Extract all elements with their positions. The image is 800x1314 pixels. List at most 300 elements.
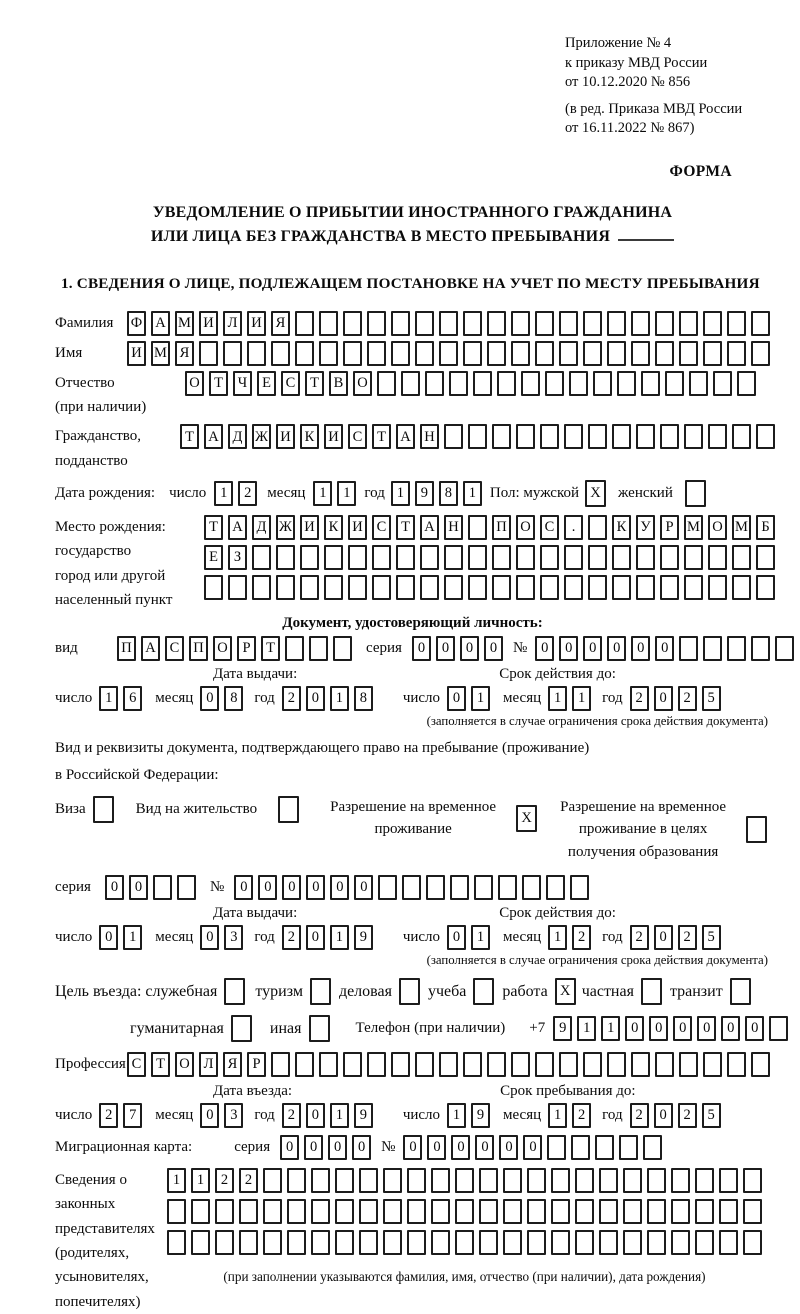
- month-label: месяц: [503, 1107, 542, 1124]
- purpose-business-option: [339, 978, 420, 1005]
- char-cell: [643, 1135, 662, 1160]
- char-cell: 0: [475, 1135, 494, 1160]
- char-cell: [415, 341, 434, 366]
- year-label: год: [602, 929, 623, 946]
- char-cell: 1: [99, 686, 118, 711]
- char-cell: С: [281, 371, 300, 396]
- char-cell: [719, 1230, 738, 1255]
- year-label: год: [254, 690, 275, 707]
- char-cell: [660, 575, 679, 600]
- char-cell: 3: [224, 1103, 243, 1128]
- patronymic-cells: [185, 371, 756, 396]
- char-cell: Ф: [127, 311, 146, 336]
- char-cell: 0: [484, 636, 503, 661]
- visa-checkbox: [93, 796, 114, 823]
- char-cell: [263, 1199, 282, 1224]
- char-cell: [535, 1052, 554, 1077]
- char-cell: П: [117, 636, 136, 661]
- char-cell: [468, 545, 487, 570]
- char-cell: [372, 545, 391, 570]
- temp-residence-edu-checkbox: [746, 816, 767, 843]
- char-cell: Р: [247, 1052, 266, 1077]
- char-cell: [679, 636, 698, 661]
- char-cell: [727, 311, 746, 336]
- char-cell: 1: [330, 686, 349, 711]
- char-cell: [239, 1199, 258, 1224]
- char-cell: Т: [261, 636, 280, 661]
- char-cell: 1: [313, 481, 332, 506]
- char-cell: [599, 1168, 618, 1193]
- char-cell: [535, 311, 554, 336]
- profession-cells: [127, 1052, 770, 1077]
- char-cell: 2: [678, 1103, 697, 1128]
- doc-valid-group: [403, 686, 721, 711]
- char-cell: [492, 545, 511, 570]
- char-cell: 2: [630, 925, 649, 950]
- day-label: число: [402, 690, 441, 707]
- char-cell: [431, 1199, 450, 1224]
- issue-date-label: Дата выдачи:: [213, 666, 298, 683]
- char-cell: [647, 1230, 666, 1255]
- doc-issue-month-cells: [200, 686, 243, 711]
- doc-issue-group: [55, 686, 373, 711]
- char-cell: К: [300, 424, 319, 449]
- representatives-label: [55, 1168, 167, 1314]
- char-cell: [708, 424, 727, 449]
- char-cell: [612, 545, 631, 570]
- char-cell: 0: [535, 636, 554, 661]
- char-cell: [713, 371, 732, 396]
- char-cell: 0: [99, 925, 118, 950]
- birthplace-row3-cells: [204, 575, 775, 600]
- char-cell: [335, 1230, 354, 1255]
- char-cell: [311, 1168, 330, 1193]
- char-cell: [708, 545, 727, 570]
- char-cell: М: [732, 515, 751, 540]
- char-cell: [215, 1199, 234, 1224]
- char-cell: [588, 424, 607, 449]
- char-cell: [665, 371, 684, 396]
- char-cell: 0: [306, 925, 325, 950]
- number-label: №: [512, 640, 528, 657]
- form-title-line2: ИЛИ ЛИЦА БЕЗ ГРАЖДАНСТВА В МЕСТО ПРЕБЫВАНИЯ: [55, 225, 770, 249]
- char-cell: [727, 636, 746, 661]
- char-cell: [224, 978, 245, 1005]
- char-cell: .: [564, 515, 583, 540]
- entry-year-cells: [282, 1103, 373, 1128]
- char-cell: 0: [745, 1016, 764, 1041]
- char-cell: [623, 1230, 642, 1255]
- char-cell: 1: [548, 1103, 567, 1128]
- char-cell: Н: [420, 424, 439, 449]
- residence-valid-day-cells: [447, 925, 490, 950]
- char-cell: [319, 311, 338, 336]
- purpose-business-label: деловая: [338, 982, 392, 1000]
- char-cell: 9: [471, 1103, 490, 1128]
- char-cell: Д: [252, 515, 271, 540]
- char-cell: [559, 311, 578, 336]
- char-cell: И: [300, 515, 319, 540]
- char-cell: [359, 1199, 378, 1224]
- char-cell: 8: [224, 686, 243, 711]
- purpose-tourism-option: [255, 978, 331, 1005]
- char-cell: 0: [451, 1135, 470, 1160]
- char-cell: 0: [306, 686, 325, 711]
- char-cell: Т: [180, 424, 199, 449]
- field-representatives: [55, 1168, 770, 1314]
- char-cell: [252, 575, 271, 600]
- char-cell: 0: [412, 636, 431, 661]
- entry-dates-row: [55, 1103, 770, 1128]
- char-cell: 0: [607, 636, 626, 661]
- char-cell: 0: [306, 1103, 325, 1128]
- char-cell: Т: [396, 515, 415, 540]
- issue-date-label: Дата выдачи:: [213, 905, 298, 922]
- char-cell: [463, 1052, 482, 1077]
- char-cell: [191, 1199, 210, 1224]
- char-cell: [703, 311, 722, 336]
- char-cell: [623, 1199, 642, 1224]
- char-cell: [378, 875, 397, 900]
- char-cell: 1: [463, 481, 482, 506]
- identity-doc-heading: Документ, удостоверяющий личность:: [282, 615, 543, 632]
- doc-valid-year-cells: [630, 686, 721, 711]
- temp-residence-edu-option: [547, 796, 767, 864]
- char-cell: [775, 636, 794, 661]
- field-citizenship: [55, 424, 770, 473]
- char-cell: 0: [654, 925, 673, 950]
- birthplace-label: [55, 515, 204, 612]
- char-cell: 0: [523, 1135, 542, 1160]
- char-cell: [527, 1199, 546, 1224]
- char-cell: [647, 1199, 666, 1224]
- char-cell: [703, 1052, 722, 1077]
- doc-issue-day-cells: [99, 686, 142, 711]
- char-cell: [276, 545, 295, 570]
- birthplace-label-line3: город или другой: [55, 567, 166, 584]
- char-cell: С: [127, 1052, 146, 1077]
- char-cell: [593, 371, 612, 396]
- char-cell: [367, 311, 386, 336]
- char-cell: [444, 424, 463, 449]
- char-cell: [641, 371, 660, 396]
- char-cell: [559, 1052, 578, 1077]
- char-cell: [769, 1016, 788, 1041]
- char-cell: [547, 1135, 566, 1160]
- char-cell: [309, 1015, 330, 1042]
- char-cell: [756, 575, 775, 600]
- residence-series-cells: [105, 875, 196, 900]
- char-cell: 2: [678, 925, 697, 950]
- char-cell: 1: [601, 1016, 620, 1041]
- char-cell: [540, 424, 559, 449]
- representatives-label-line: Сведения о: [55, 1172, 127, 1189]
- char-cell: [527, 1230, 546, 1255]
- field-name: [55, 341, 770, 366]
- day-label: число: [402, 929, 441, 946]
- char-cell: [511, 341, 530, 366]
- year-label: год: [364, 485, 385, 501]
- char-cell: А: [228, 515, 247, 540]
- char-cell: [278, 796, 299, 823]
- number-label: №: [210, 879, 225, 896]
- char-cell: [324, 545, 343, 570]
- purpose-private-checkbox: [641, 978, 662, 1005]
- char-cell: [479, 1168, 498, 1193]
- char-cell: А: [141, 636, 160, 661]
- char-cell: 0: [447, 686, 466, 711]
- char-cell: 5: [702, 925, 721, 950]
- char-cell: Я: [175, 341, 194, 366]
- residence-doc-text-line1: Вид и реквизиты документа, подтверждающего право на пребывание (проживание): [55, 740, 590, 757]
- char-cell: 0: [447, 925, 466, 950]
- stay-day-cells: [447, 1103, 490, 1128]
- residence-permit-checkbox: [278, 796, 299, 823]
- char-cell: У: [636, 515, 655, 540]
- char-cell: X: [555, 978, 576, 1005]
- residence-dates-header: [55, 905, 770, 922]
- representatives-cell-rows: [167, 1168, 762, 1285]
- valid-until-label: Срок действия до:: [499, 666, 616, 683]
- char-cell: 0: [354, 875, 373, 900]
- surname-cells: [127, 311, 770, 336]
- char-cell: 0: [328, 1135, 347, 1160]
- char-cell: [583, 1052, 602, 1077]
- residence-doc-checkboxes: [55, 796, 770, 864]
- char-cell: 1: [330, 1103, 349, 1128]
- char-cell: 0: [654, 686, 673, 711]
- representatives-label-line: попечителях): [55, 1293, 141, 1310]
- citizenship-label-line1: Гражданство,: [55, 428, 142, 445]
- citizenship-label: [55, 424, 180, 473]
- char-cell: И: [348, 515, 367, 540]
- char-cell: 1: [167, 1168, 186, 1193]
- char-cell: [570, 875, 589, 900]
- char-cell: [383, 1230, 402, 1255]
- char-cell: [455, 1199, 474, 1224]
- char-cell: З: [228, 545, 247, 570]
- char-cell: Я: [223, 1052, 242, 1077]
- char-cell: [420, 575, 439, 600]
- doc-valid-day-cells: [447, 686, 490, 711]
- char-cell: [631, 311, 650, 336]
- char-cell: [588, 575, 607, 600]
- char-cell: [359, 1230, 378, 1255]
- char-cell: [703, 341, 722, 366]
- char-cell: [300, 575, 319, 600]
- year-label: год: [602, 690, 623, 707]
- entry-date-label: Дата въезда:: [213, 1083, 293, 1100]
- char-cell: 0: [673, 1016, 692, 1041]
- birthplace-label-line1: Место рождения:: [55, 519, 166, 535]
- char-cell: О: [708, 515, 727, 540]
- series-label: серия: [366, 640, 402, 657]
- char-cell: [479, 1230, 498, 1255]
- char-cell: С: [348, 424, 367, 449]
- char-cell: [383, 1199, 402, 1224]
- char-cell: [516, 575, 535, 600]
- char-cell: 5: [702, 686, 721, 711]
- char-cell: [684, 424, 703, 449]
- char-cell: [751, 341, 770, 366]
- char-cell: 3: [224, 925, 243, 950]
- temp-residence-edu-label: Разрешение на временное проживание в целях получения образования: [560, 798, 727, 860]
- char-cell: [719, 1168, 738, 1193]
- char-cell: [191, 1230, 210, 1255]
- char-cell: 0: [129, 875, 148, 900]
- migration-card-label: Миграционная карта:: [55, 1139, 193, 1156]
- char-cell: [684, 545, 703, 570]
- entry-dates-header: [55, 1083, 770, 1100]
- char-cell: [522, 875, 541, 900]
- char-cell: [444, 545, 463, 570]
- char-cell: 0: [499, 1135, 518, 1160]
- patronymic-label-line1: Отчество: [55, 374, 115, 391]
- temp-residence-option: [317, 796, 537, 841]
- char-cell: [319, 341, 338, 366]
- char-cell: [564, 424, 583, 449]
- valid-until-label: Срок действия до:: [499, 905, 616, 922]
- reference-line: от 16.11.2022 № 867): [565, 120, 695, 137]
- purpose-humanitarian-checkbox: [231, 1015, 252, 1042]
- char-cell: [636, 545, 655, 570]
- day-label: число: [402, 1107, 441, 1124]
- char-cell: [671, 1199, 690, 1224]
- patronymic-label-line2: (при наличии): [55, 399, 147, 416]
- doc-type-cells: [117, 636, 352, 661]
- temp-residence-checkbox: [516, 805, 537, 832]
- char-cell: [527, 1168, 546, 1193]
- char-cell: Н: [444, 515, 463, 540]
- char-cell: [276, 575, 295, 600]
- representatives-row3-cells: [167, 1230, 762, 1255]
- char-cell: 1: [391, 481, 410, 506]
- char-cell: [685, 480, 706, 507]
- purpose-other-label: иная: [269, 1019, 302, 1037]
- char-cell: [595, 1135, 614, 1160]
- char-cell: 0: [559, 636, 578, 661]
- char-cell: С: [372, 515, 391, 540]
- char-cell: [498, 875, 517, 900]
- char-cell: [695, 1230, 714, 1255]
- char-cell: [516, 424, 535, 449]
- char-cell: 0: [352, 1135, 371, 1160]
- char-cell: [546, 875, 565, 900]
- reference-line: от 10.12.2020 № 856: [565, 74, 691, 91]
- residence-number-cells: [234, 875, 589, 900]
- char-cell: 1: [548, 686, 567, 711]
- char-cell: 2: [239, 1168, 258, 1193]
- doc-number-cells: [535, 636, 794, 661]
- migration-series-cells: [280, 1135, 371, 1160]
- sex-male-label: Пол: мужской: [489, 485, 580, 501]
- char-cell: Т: [151, 1052, 170, 1077]
- char-cell: [407, 1199, 426, 1224]
- temp-residence-label: Разрешение на временное проживание: [330, 798, 497, 838]
- purpose-tourism-checkbox: [310, 978, 331, 1005]
- stay-year-cells: [630, 1103, 721, 1128]
- char-cell: [743, 1168, 762, 1193]
- limited-validity-note: (заполняется в случае ограничения срока действия документа): [426, 953, 768, 968]
- char-cell: 0: [105, 875, 124, 900]
- char-cell: 7: [123, 1103, 142, 1128]
- char-cell: [247, 341, 266, 366]
- month-label: месяц: [155, 929, 194, 946]
- entry-date-group: [55, 1103, 373, 1128]
- char-cell: [271, 1052, 290, 1077]
- char-cell: [287, 1168, 306, 1193]
- field-birthplace: [55, 515, 770, 612]
- char-cell: О: [353, 371, 372, 396]
- migration-number-cells: [403, 1135, 662, 1160]
- purpose-other-checkbox: [309, 1015, 330, 1042]
- char-cell: 0: [654, 1103, 673, 1128]
- char-cell: [511, 1052, 530, 1077]
- char-cell: [492, 424, 511, 449]
- char-cell: [311, 1199, 330, 1224]
- char-cell: [575, 1199, 594, 1224]
- purpose-official-checkbox: [224, 978, 245, 1005]
- char-cell: [285, 636, 304, 661]
- representatives-row1-cells: [167, 1168, 762, 1193]
- char-cell: [732, 424, 751, 449]
- entry-day-cells: [99, 1103, 142, 1128]
- char-cell: [324, 575, 343, 600]
- char-cell: [367, 341, 386, 366]
- char-cell: [420, 545, 439, 570]
- residence-dates-row: [55, 925, 770, 950]
- surname-label: Фамилия: [55, 314, 114, 331]
- char-cell: [671, 1168, 690, 1193]
- char-cell: [153, 875, 172, 900]
- purpose-work-label: работа: [502, 982, 548, 1000]
- char-cell: 2: [282, 925, 301, 950]
- char-cell: 0: [200, 925, 219, 950]
- char-cell: 2: [238, 481, 257, 506]
- char-cell: 0: [697, 1016, 716, 1041]
- char-cell: 9: [354, 1103, 373, 1128]
- char-cell: [426, 875, 445, 900]
- birthplace-row2-cells: [204, 545, 775, 570]
- char-cell: А: [151, 311, 170, 336]
- char-cell: [607, 1052, 626, 1077]
- char-cell: О: [175, 1052, 194, 1077]
- char-cell: К: [612, 515, 631, 540]
- char-cell: О: [185, 371, 204, 396]
- purpose-other-option: [270, 1015, 330, 1042]
- char-cell: [348, 545, 367, 570]
- char-cell: [333, 636, 352, 661]
- field-birthdate: [55, 480, 770, 507]
- char-cell: И: [199, 311, 218, 336]
- char-cell: [263, 1230, 282, 1255]
- stay-until-group: [403, 1103, 721, 1128]
- char-cell: [391, 311, 410, 336]
- char-cell: 0: [625, 1016, 644, 1041]
- char-cell: 0: [631, 636, 650, 661]
- char-cell: 2: [215, 1168, 234, 1193]
- char-cell: [396, 545, 415, 570]
- birth-year-cells: [391, 481, 482, 506]
- year-label: год: [254, 929, 275, 946]
- char-cell: [263, 1168, 282, 1193]
- series-label: серия: [55, 879, 91, 896]
- char-cell: [223, 341, 242, 366]
- char-cell: [571, 1135, 590, 1160]
- char-cell: [444, 575, 463, 600]
- char-cell: [503, 1168, 522, 1193]
- char-cell: [730, 978, 751, 1005]
